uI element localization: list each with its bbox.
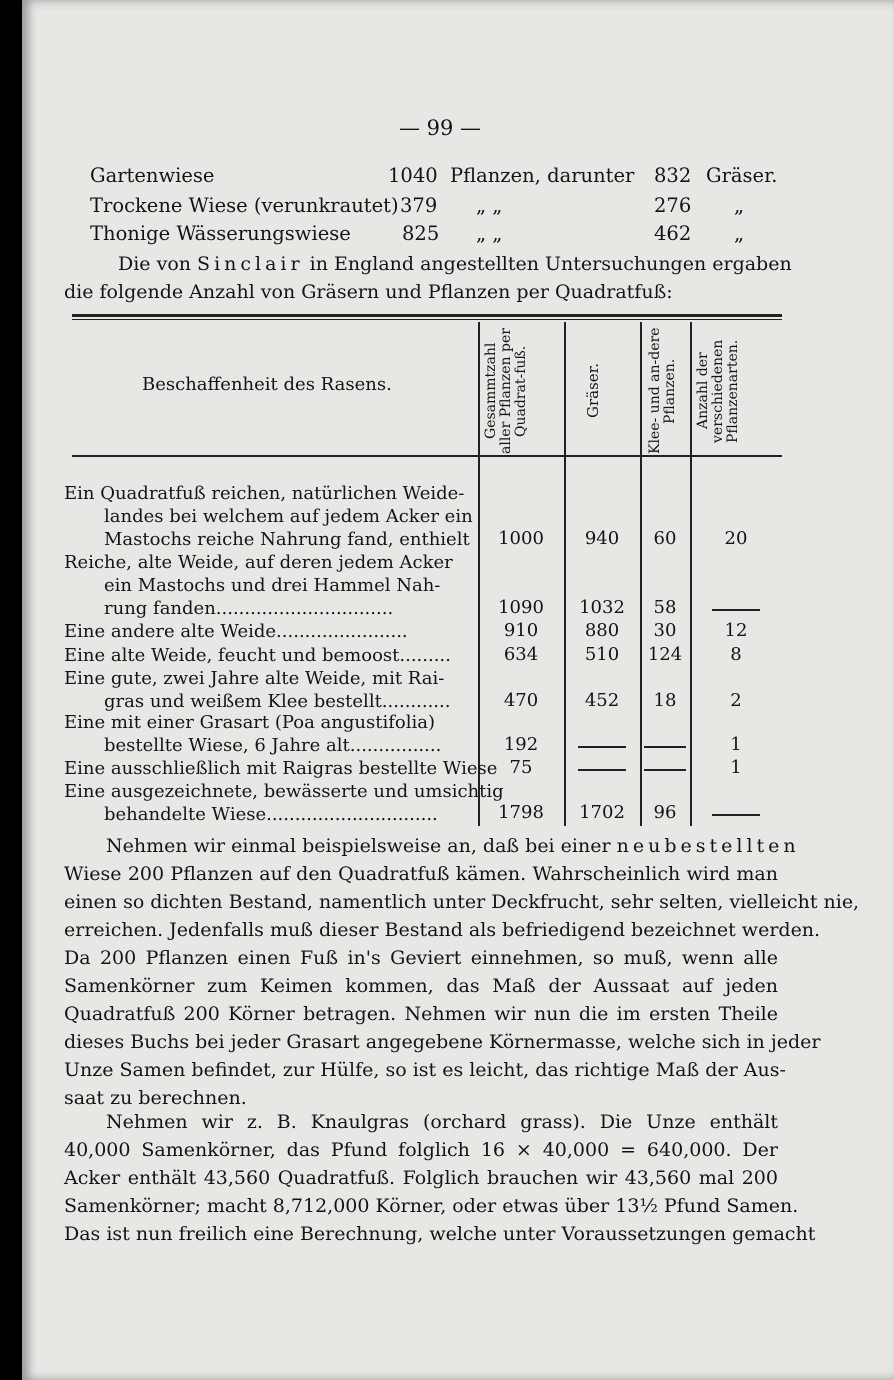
row-line: bestellte Wiese, 6 Jahre alt................: [104, 735, 442, 756]
para1-line: Da 200 Pflanzen einen Fuß in's Geviert einnehmen, so muß, wenn alle: [64, 947, 778, 969]
cell-total: 1000: [498, 528, 544, 549]
para1-line: einen so dichten Bestand, namentlich unter Deckfrucht, sehr selten, vielleicht nie,: [64, 891, 860, 913]
row-name: Gartenwiese: [90, 164, 215, 187]
cell-species: 1: [730, 734, 742, 755]
table-row: [64, 667, 484, 713]
cell-clover: 124: [647, 644, 683, 665]
para1-line: erreichen. Jedenfalls muß dieser Bestand als befriedigend bezeichnet werden.: [64, 919, 821, 941]
row-line: Ein Quadratfuß reichen, natürlichen Weide-: [64, 483, 465, 504]
cell-clover: 58: [653, 597, 677, 618]
column-divider: [564, 322, 566, 458]
para1-line: Quadratfuß 200 Körner betragen. Nehmen wir nun die im ersten Theile: [64, 1003, 778, 1025]
top-row: [90, 222, 800, 250]
table-row: [64, 757, 498, 780]
table-top-rule-thin: [72, 319, 782, 320]
header-description: Beschaffenheit des Rasens.: [142, 374, 392, 395]
body-paragraph: [64, 832, 860, 1112]
intro-paragraph: [64, 250, 792, 306]
table-row: [64, 780, 504, 826]
cell-species: 20: [724, 528, 748, 549]
cell-total: 1090: [498, 597, 544, 618]
cell-clover: 60: [653, 528, 677, 549]
para1-emphasis: neubestellten: [616, 835, 800, 857]
cell-clover: 96: [653, 802, 677, 823]
row-line: landes bei welchem auf jedem Acker ein: [104, 506, 473, 527]
cell-species: 1: [730, 757, 742, 778]
cell-grasses-dash: [578, 769, 626, 771]
row-suffix: Gräser.: [706, 164, 778, 187]
cell-species: 8: [730, 644, 742, 665]
row-line: Eine andere alte Weide.......................: [64, 621, 408, 642]
cell-grasses: 940: [584, 528, 620, 549]
row-grasses: 462: [654, 222, 692, 245]
row-line: gras und weißem Klee bestellt............: [104, 691, 451, 712]
cell-clover: 30: [653, 620, 677, 641]
row-suffix: „: [734, 222, 745, 245]
cell-clover: 18: [653, 690, 677, 711]
para1-line: saat zu berechnen.: [64, 1087, 247, 1109]
column-divider: [690, 322, 692, 458]
cell-grasses: 1032: [579, 597, 625, 618]
cell-species: 12: [724, 620, 748, 641]
cell-grasses: 1702: [579, 802, 625, 823]
para2-line: Das ist nun freilich eine Berechnung, welche unter Voraussetzungen gemacht: [64, 1223, 816, 1245]
column-divider: [640, 458, 642, 826]
header-total: Gesammtzahl aller Pflanzen per Quadrat-fuß.: [483, 328, 529, 454]
cell-total: 910: [503, 620, 539, 641]
cell-clover-dash: [644, 746, 686, 748]
intro-author: Sinclair: [197, 253, 304, 275]
row-count: 379: [400, 194, 438, 217]
column-divider: [640, 322, 642, 458]
row-unit: „ „: [476, 222, 503, 245]
intro-post: in England angestellten Untersuchungen ergaben: [303, 253, 792, 275]
row-grasses: 276: [654, 194, 692, 217]
row-suffix: „: [734, 194, 745, 217]
table-row: [64, 551, 484, 620]
row-line: Eine ausschließlich mit Raigras bestellte Wiese: [64, 758, 498, 779]
header-species: Anzahl der verschiedenen Pflanzenarten.: [695, 339, 741, 443]
row-name: Thonige Wässerungswiese: [90, 222, 351, 245]
page-number: — 99 —: [398, 116, 482, 140]
cell-species: 2: [730, 690, 742, 711]
row-line: Eine ausgezeichnete, bewässerte und umsichtig: [64, 781, 504, 802]
para1-line: Wiese 200 Pflanzen auf den Quadratfuß kämen. Wahrscheinlich wird man: [64, 863, 778, 885]
row-name: Trockene Wiese (verunkrautet): [90, 194, 399, 217]
row-grasses: 832: [654, 164, 692, 187]
row-line: behandelte Wiese..............................: [104, 804, 438, 825]
table-row: [64, 644, 484, 667]
row-line: Eine gute, zwei Jahre alte Weide, mit Rai-: [64, 668, 445, 689]
book-page: [22, 0, 894, 1380]
top-row: [90, 164, 800, 192]
row-line: Eine alte Weide, feucht und bemoost.........: [64, 645, 451, 666]
cell-species-dash: [712, 814, 760, 816]
table-row: [64, 620, 484, 643]
para1-line: Unze Samen befindet, zur Hülfe, so ist es leicht, das richtige Maß der Aus-: [64, 1059, 786, 1081]
column-divider: [564, 458, 566, 826]
table-row: [64, 482, 484, 551]
para2-line: Acker enthält 43,560 Quadratfuß. Folglich brauchen wir 43,560 mal 200: [64, 1167, 778, 1189]
para1-text: Nehmen wir einmal beispielsweise an, daß bei einer: [106, 835, 617, 857]
para2-line: Nehmen wir z. B. Knaulgras (orchard grass). Die Unze enthält: [106, 1111, 778, 1133]
header-clover: Klee- und an-dere Pflanzen.: [647, 327, 678, 455]
row-count: 825: [402, 222, 440, 245]
para2-line: Samenkörner; macht 8,712,000 Körner, oder etwas über 13½ Pfund Samen.: [64, 1195, 799, 1217]
row-unit: „ „: [476, 194, 503, 217]
table-row: [64, 711, 484, 757]
cell-species-dash: [712, 609, 760, 611]
row-line: rung fanden...............................: [104, 598, 394, 619]
cell-total: 75: [509, 757, 533, 778]
column-divider: [478, 322, 480, 458]
para2-line: 40,000 Samenkörner, das Pfund folglich 16 × 40,000 = 640,000. Der: [64, 1139, 778, 1161]
row-line: Mastochs reiche Nahrung fand, enthielt: [104, 529, 470, 550]
cell-total: 634: [503, 644, 539, 665]
row-count: 1040: [388, 164, 438, 187]
cell-clover-dash: [644, 769, 686, 771]
cell-grasses: 880: [584, 620, 620, 641]
table-top-rule: [72, 314, 782, 317]
cell-grasses: 510: [584, 644, 620, 665]
row-line: ein Mastochs und drei Hammel Nah-: [104, 575, 441, 596]
cell-total: 192: [503, 734, 539, 755]
row-line: Eine mit einer Grasart (Poa angustifolia): [64, 712, 435, 733]
cell-grasses-dash: [578, 746, 626, 748]
row-line: Reiche, alte Weide, auf deren jedem Acker: [64, 552, 453, 573]
para1-line: Samenkörner zum Keimen kommen, das Maß der Aussaat auf jeden: [64, 975, 778, 997]
intro-pre: Die von: [118, 253, 198, 275]
cell-grasses: 452: [584, 690, 620, 711]
header-grasses: Gräser.: [584, 363, 602, 419]
row-unit: Pflanzen, darunter: [450, 164, 635, 187]
para1-line: dieses Buchs bei jeder Grasart angegebene Körnermasse, welche sich in jeder: [64, 1031, 821, 1053]
body-paragraph: [64, 1108, 816, 1248]
cell-total: 1798: [498, 802, 544, 823]
intro-line2: die folgende Anzahl von Gräsern und Pflanzen per Quadratfuß:: [64, 281, 673, 303]
cell-total: 470: [503, 690, 539, 711]
top-row: [90, 194, 800, 222]
